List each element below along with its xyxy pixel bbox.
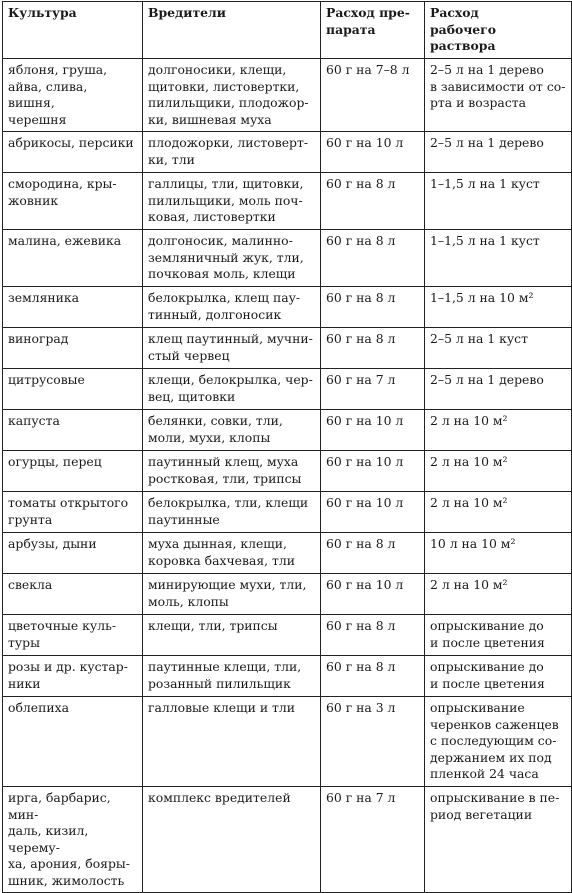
cell-text: 60 г на 8 л	[326, 290, 396, 305]
culture-cell	[3, 574, 143, 615]
cell-text: 1–1,5 л на 1 куст	[430, 176, 540, 191]
solution-rate-cell	[425, 230, 572, 287]
cell-text: цитрусовые	[8, 372, 85, 387]
product-rate-cell	[321, 656, 425, 697]
culture-cell	[3, 410, 143, 451]
solution-rate-cell	[425, 533, 572, 574]
cell-text: смородина, кры- жовник	[8, 176, 117, 208]
cell-text: яблоня, груша, айва, слива, вишня, черешня	[8, 62, 108, 127]
table-row	[3, 132, 572, 173]
solution-rate-cell	[425, 369, 572, 410]
cell-text: 60 г на 10 л	[326, 577, 404, 592]
product-rate-cell	[321, 328, 425, 369]
pests-cell	[143, 451, 321, 492]
pests-cell	[143, 697, 321, 787]
pests-cell	[143, 656, 321, 697]
table-row	[3, 574, 572, 615]
culture-cell	[3, 697, 143, 787]
cell-text: белокрылка, тли, клещи паутинные	[148, 495, 309, 527]
cell-text: 2 л на 10 м²	[430, 577, 508, 592]
cell-text: 60 г на 8 л	[326, 331, 396, 346]
solution-rate-cell	[425, 615, 572, 656]
culture-cell	[3, 787, 143, 893]
cell-text: опрыскивание в пе- риод вегетации	[430, 790, 560, 822]
cell-text: абрикосы, персики	[8, 135, 134, 150]
cell-text: долгоносик, малинно- земляничный жук, тли, почковая моль, клещи	[148, 233, 304, 281]
table-row	[3, 533, 572, 574]
solution-rate-cell	[425, 574, 572, 615]
solution-rate-cell	[425, 328, 572, 369]
pests-cell	[143, 492, 321, 533]
cell-text: земляника	[8, 290, 80, 305]
cell-text: 2–5 л на 1 дерево в зависимости от со- рта и возраста	[430, 62, 566, 110]
cell-text: капуста	[8, 413, 60, 428]
header-product-rate: Расход пре- парата	[321, 2, 425, 59]
pests-cell	[143, 574, 321, 615]
table-row	[3, 59, 572, 132]
culture-cell	[3, 230, 143, 287]
cell-text: паутинные клещи, тли, розанный пилильщик	[148, 659, 302, 691]
solution-rate-cell	[425, 787, 572, 893]
product-rate-cell	[321, 697, 425, 787]
cell-text: галлицы, тли, щитовки, пилильщики, моль поч- ковая, листовертки	[148, 176, 304, 224]
product-rate-cell	[321, 287, 425, 328]
cell-text: опрыскивание черенков саженцев с последующим со- держанием их под пленкой 24 часа	[430, 700, 559, 781]
cell-text: виноград	[8, 331, 69, 346]
cell-text: огурцы, перец	[8, 454, 102, 469]
pests-cell	[143, 328, 321, 369]
solution-rate-cell	[425, 59, 572, 132]
cell-text: 60 г на 10 л	[326, 454, 404, 469]
cell-text: 60 г на 10 л	[326, 413, 404, 428]
product-rate-cell	[321, 492, 425, 533]
cell-text: 1–1,5 л на 1 куст	[430, 233, 540, 248]
cell-text: паутинный клещ, муха ростковая, тли, трипсы	[148, 454, 302, 486]
culture-cell	[3, 451, 143, 492]
cell-text: плодожорки, листоверт- ки, тли	[148, 135, 309, 167]
table-header-row	[3, 2, 572, 59]
cell-text: томаты открытого грунта	[8, 495, 129, 527]
cell-text: минирующие мухи, тли, моль, клопы	[148, 577, 307, 609]
cell-text: цветочные куль- туры	[8, 618, 117, 650]
table-row	[3, 451, 572, 492]
culture-cell	[3, 328, 143, 369]
culture-cell	[3, 533, 143, 574]
product-rate-cell	[321, 451, 425, 492]
culture-cell	[3, 173, 143, 230]
cell-text: 60 г на 8 л	[326, 176, 396, 191]
culture-cell	[3, 59, 143, 132]
cell-text: 10 л на 10 м²	[430, 536, 516, 551]
cell-text: клещи, белокрылка, чер- вец, щитовки	[148, 372, 313, 404]
pests-cell	[143, 173, 321, 230]
cell-text: опрыскивание до и после цветения	[430, 618, 545, 650]
culture-cell	[3, 369, 143, 410]
cell-text: малина, ежевика	[8, 233, 122, 248]
cell-text: 2 л на 10 м²	[430, 495, 508, 510]
table-row	[3, 615, 572, 656]
cell-text: розы и др. кустар- ники	[8, 659, 128, 691]
pests-cell	[143, 533, 321, 574]
cell-text: муха дынная, клещи, коровка бахчевая, тли	[148, 536, 296, 568]
pests-cell	[143, 59, 321, 132]
product-rate-cell	[321, 787, 425, 893]
table-row	[3, 656, 572, 697]
table-row	[3, 697, 572, 787]
cell-text: 2–5 л на 1 дерево	[430, 372, 544, 387]
cell-text: белокрылка, клещ пау- тинный, долгоносик	[148, 290, 301, 322]
header-culture: Культура	[3, 2, 143, 59]
table-row	[3, 287, 572, 328]
solution-rate-cell	[425, 656, 572, 697]
cell-text: арбузы, дыни	[8, 536, 97, 551]
cell-text: 60 г на 8 л	[326, 618, 396, 633]
solution-rate-cell	[425, 410, 572, 451]
culture-cell	[3, 615, 143, 656]
pests-cell	[143, 287, 321, 328]
solution-rate-cell	[425, 132, 572, 173]
cell-text: 60 г на 7 л	[326, 372, 396, 387]
pests-cell	[143, 369, 321, 410]
cell-text: ирга, барбарис, мин- даль, кизил, черему- ха, арония, бояры- шник, жимолость	[8, 790, 130, 888]
table-row	[3, 369, 572, 410]
cell-text: опрыскивание до и после цветения	[430, 659, 545, 691]
cell-text: 2 л на 10 м²	[430, 413, 508, 428]
cell-text: клещи, тли, трипсы	[148, 618, 278, 633]
solution-rate-cell	[425, 697, 572, 787]
pesticide-dosage-table	[2, 1, 572, 893]
cell-text: облепиха	[8, 700, 70, 715]
cell-text: свекла	[8, 577, 53, 592]
culture-cell	[3, 656, 143, 697]
header-pests: Вредители	[143, 2, 321, 59]
cell-text: комплекс вредителей	[148, 790, 291, 805]
solution-rate-cell	[425, 287, 572, 328]
product-rate-cell	[321, 574, 425, 615]
pests-cell	[143, 132, 321, 173]
cell-text: 60 г на 7 л	[326, 790, 396, 805]
product-rate-cell	[321, 230, 425, 287]
culture-cell	[3, 492, 143, 533]
cell-text: клещ паутинный, мучни- стый червец	[148, 331, 313, 363]
cell-text: галловые клещи и тли	[148, 700, 296, 715]
product-rate-cell	[321, 173, 425, 230]
table-row	[3, 410, 572, 451]
cell-text: 2–5 л на 1 дерево	[430, 135, 544, 150]
cell-text: 60 г на 10 л	[326, 495, 404, 510]
culture-cell	[3, 287, 143, 328]
pests-cell	[143, 787, 321, 893]
pests-cell	[143, 230, 321, 287]
table-row	[3, 787, 572, 893]
product-rate-cell	[321, 59, 425, 132]
solution-rate-cell	[425, 451, 572, 492]
product-rate-cell	[321, 369, 425, 410]
table-row	[3, 173, 572, 230]
culture-cell	[3, 132, 143, 173]
cell-text: белянки, совки, тли, моли, мухи, клопы	[148, 413, 283, 445]
product-rate-cell	[321, 410, 425, 451]
pests-cell	[143, 615, 321, 656]
cell-text: 60 г на 8 л	[326, 536, 396, 551]
product-rate-cell	[321, 615, 425, 656]
table-row	[3, 492, 572, 533]
pests-cell	[143, 410, 321, 451]
product-rate-cell	[321, 132, 425, 173]
solution-rate-cell	[425, 492, 572, 533]
cell-text: 60 г на 10 л	[326, 135, 404, 150]
cell-text: 60 г на 3 л	[326, 700, 396, 715]
solution-rate-cell	[425, 173, 572, 230]
cell-text: 1–1,5 л на 10 м²	[430, 290, 534, 305]
cell-text: 2–5 л на 1 куст	[430, 331, 528, 346]
cell-text: 2 л на 10 м²	[430, 454, 508, 469]
table-body	[3, 59, 572, 893]
cell-text: 60 г на 8 л	[326, 659, 396, 674]
product-rate-cell	[321, 533, 425, 574]
table-row	[3, 230, 572, 287]
cell-text: 60 г на 8 л	[326, 233, 396, 248]
table-row	[3, 328, 572, 369]
cell-text: долгоносики, клещи, щитовки, листовертки, пилильщики, плодожор- ки, вишневая муха	[148, 62, 309, 127]
cell-text: 60 г на 7–8 л	[326, 62, 410, 77]
header-solution-rate: Расход рабочего раствора	[425, 2, 572, 59]
